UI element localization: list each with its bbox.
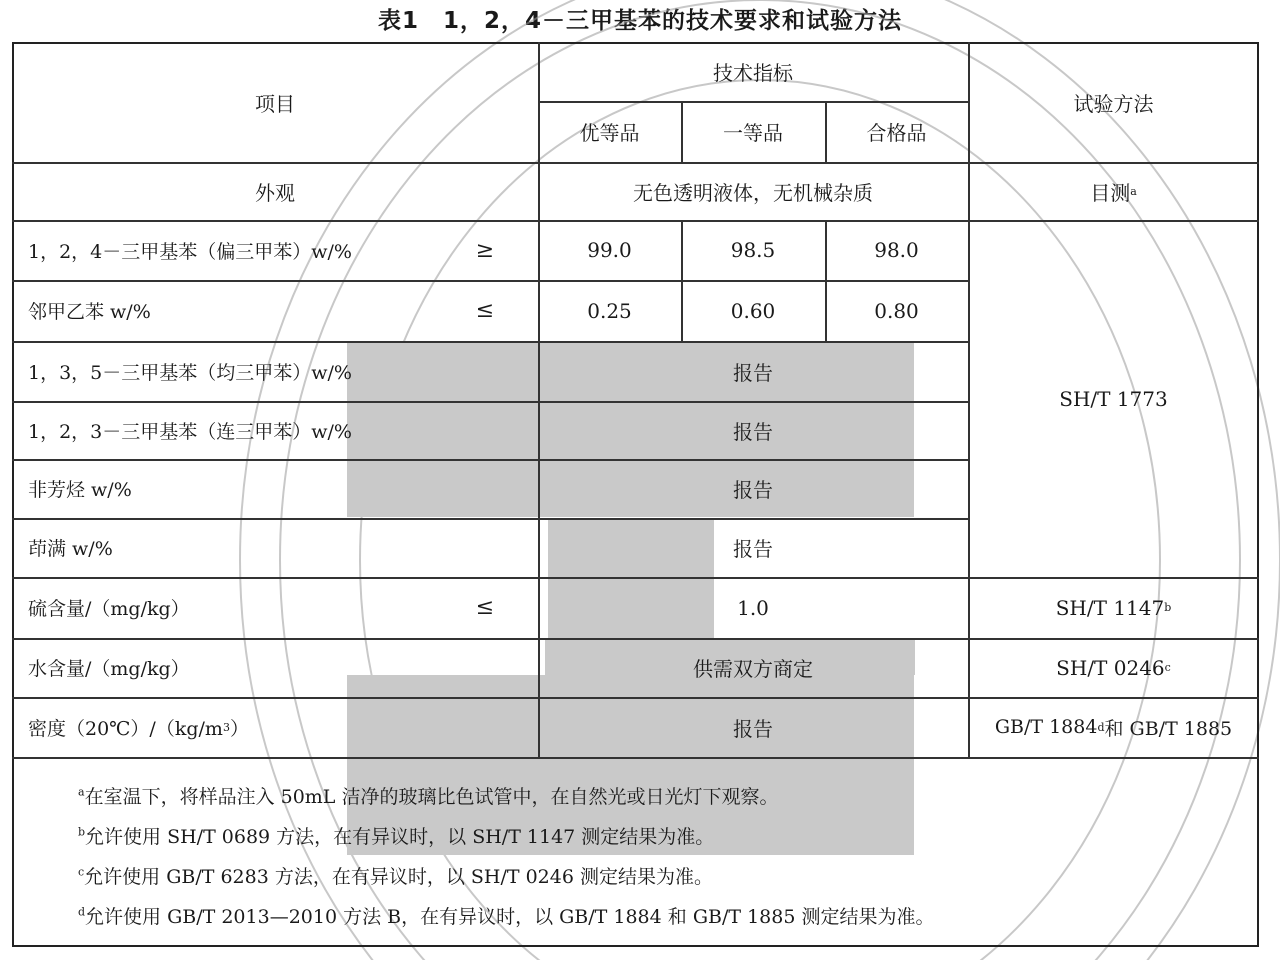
- row-124tmb-premium: 99.0: [587, 238, 632, 262]
- row-sulfur-label: 硫含量/（mg/kg）: [28, 598, 190, 620]
- row-oet-qualified: 0.80: [874, 298, 919, 323]
- row-appearance-method: 目测 a: [1090, 180, 1137, 205]
- header-item: 项目: [255, 91, 295, 116]
- row-water-method: SH/T 0246 c: [1056, 655, 1171, 680]
- row-oet-premium: 0.25: [587, 298, 632, 323]
- row-123tmb-label: 1，2，3－三甲基苯（连三甲苯）w/%: [28, 420, 352, 443]
- header-grade-first: 一等品: [723, 121, 783, 145]
- row-indan-value: 报告: [733, 537, 773, 561]
- row-sulfur-op: ≤: [475, 595, 495, 620]
- footnote-d: $^d$允许使用 GB/T 2013—2010 方法 B，在有异议时，以 GB/T 1884 和 GB/T 1885 测定结果为准。: [78, 905, 935, 928]
- footnote-a: $^a$在室温下，将样品注入 50mL 洁净的玻璃比色试管中，在自然光或日光灯下观察。: [78, 785, 779, 808]
- row-124tmb-first: 98.5: [730, 238, 776, 262]
- header-method: 试验方法: [1073, 91, 1154, 116]
- row-sulfur-method: SH/T 1147 b: [1055, 595, 1172, 620]
- header-grade-qualified: 合格品: [866, 121, 927, 145]
- row-appearance-label: 外观: [255, 180, 295, 205]
- header-spec: 技术指标: [713, 61, 793, 85]
- row-oet-op: ≤: [475, 298, 495, 323]
- header-grade-premium: 优等品: [579, 121, 640, 145]
- row-water-value: 供需双方商定: [693, 657, 813, 681]
- shared-method-sht1773: SH/T 1773: [1059, 386, 1168, 411]
- row-135tmb-value: 报告: [733, 360, 773, 385]
- row-sulfur-value: 1.0: [737, 595, 769, 620]
- row-density-value: 报告: [733, 716, 773, 741]
- row-appearance-value: 无色透明液体，无机械杂质: [633, 180, 873, 205]
- footnote-b: $^b$允许使用 SH/T 0689 方法，在有异议时，以 SH/T 1147 测定结果为准。: [78, 825, 715, 848]
- row-135tmb-label: 1，3，5－三甲基苯（均三甲苯）w/%: [28, 361, 352, 384]
- row-water-label: 水含量/（mg/kg）: [28, 658, 190, 680]
- row-124tmb-label: 1，2，4－三甲基苯（偏三甲苯）w/%: [28, 240, 352, 263]
- row-nonaromatics-value: 报告: [733, 478, 773, 502]
- row-124tmb-op: ≥: [475, 237, 495, 263]
- table-title: 表1 1，2，4－三甲基苯的技术要求和试验方法: [377, 8, 902, 34]
- footnote-c: $^c$允许使用 GB/T 6283 方法，在有异议时，以 SH/T 0246 测定结果为准。: [78, 865, 713, 888]
- row-density-label: 密度（20℃）/（kg/m 3 ）: [28, 717, 249, 740]
- row-density-method: GB/T 1884 d 和 GB/T 1885: [994, 716, 1233, 740]
- row-indan-label: 茚满 w/%: [28, 538, 113, 560]
- row-oet-first: 0.60: [730, 298, 776, 323]
- row-124tmb-qualified: 98.0: [874, 238, 919, 262]
- row-oet-label: 邻甲乙苯 w/%: [28, 301, 151, 323]
- row-123tmb-value: 报告: [733, 419, 773, 444]
- row-nonaromatics-label: 非芳烃 w/%: [28, 479, 132, 501]
